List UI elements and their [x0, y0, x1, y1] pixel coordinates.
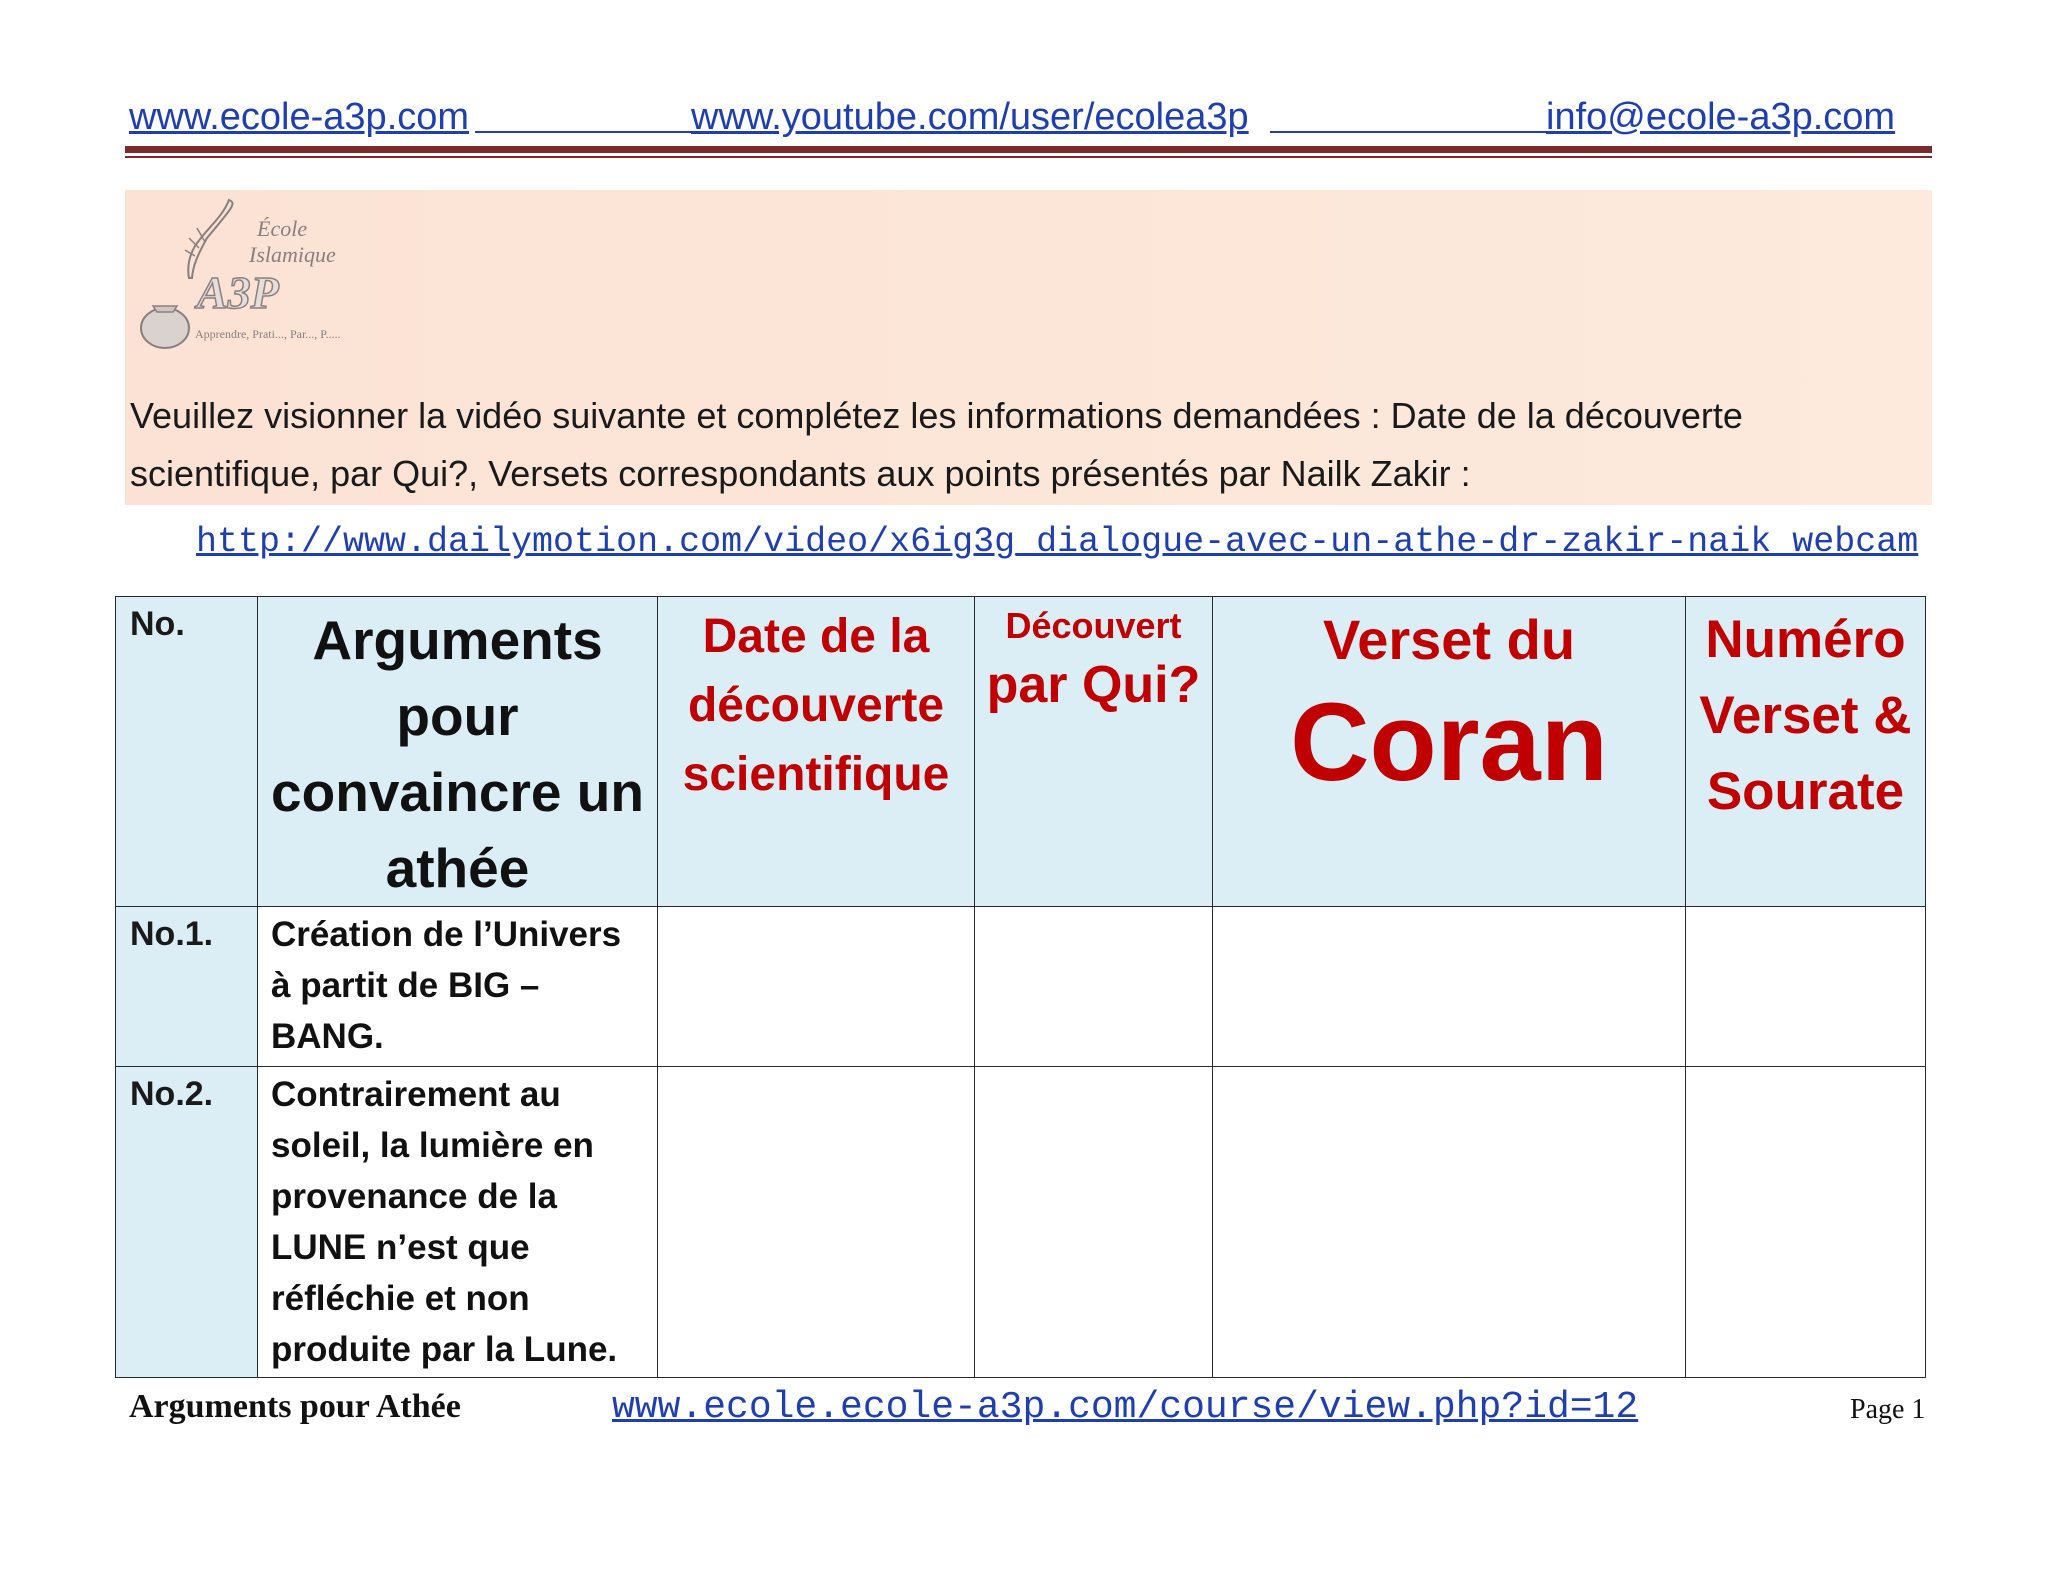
svg-text:Islamique: Islamique [249, 242, 336, 267]
youtube-link[interactable]: www.youtube.com/user/ecolea3p [691, 96, 1249, 138]
argument-cell: Création de l’Univers à partit de BIG – BANG. [258, 907, 658, 1067]
numero-answer-cell[interactable] [1686, 907, 1926, 1067]
svg-text:A3P: A3P [197, 267, 279, 318]
header-date: Date de la découverte scientifique [658, 597, 975, 907]
header-rule [125, 146, 1932, 153]
header-underline [1270, 131, 1546, 133]
svg-text:Apprendre, Prati..., Par..., P: Apprendre, Prati..., Par..., P..... [195, 327, 341, 341]
course-link[interactable]: www.ecole.ecole-a3p.com/course/view.php?id=12 [612, 1386, 1639, 1429]
intro-block [125, 190, 1932, 505]
header-verset: Verset du Coran [1213, 597, 1686, 907]
numero-answer-cell[interactable] [1686, 1067, 1926, 1378]
header-arguments: Arguments pour convaincre un athée [258, 597, 658, 907]
table-row [116, 1067, 1926, 1378]
school-logo [137, 198, 377, 358]
par-qui-answer-cell[interactable] [975, 1067, 1213, 1378]
header-decouvert: Découvert par Qui? [975, 597, 1213, 907]
header-underline [475, 131, 691, 133]
row-number: No.2. [116, 1067, 258, 1378]
table-header-row [116, 597, 1926, 907]
argument-cell: Contrairement au soleil, la lumière en provenance de la LUNE n’est que réfléchie et non produite par la Lune. [258, 1067, 658, 1378]
date-answer-cell[interactable] [658, 1067, 975, 1378]
date-answer-cell[interactable] [658, 907, 975, 1067]
header-numero: Numéro Verset & Sourate [1686, 597, 1926, 907]
row-number: No.1. [116, 907, 258, 1067]
website-link[interactable]: www.ecole-a3p.com [129, 96, 470, 138]
par-qui-answer-cell[interactable] [975, 907, 1213, 1067]
table-row [116, 907, 1926, 1067]
page-number: Page 1 [1850, 1394, 1926, 1425]
verset-answer-cell[interactable] [1213, 907, 1686, 1067]
svg-text:École: École [257, 216, 308, 241]
worksheet-table [115, 596, 1926, 1378]
email-link[interactable]: info@ecole-a3p.com [1546, 96, 1896, 138]
verset-answer-cell[interactable] [1213, 1067, 1686, 1378]
header-no: No. [116, 597, 258, 907]
video-link[interactable]: http://www.dailymotion.com/video/x6ig3g_dialogue-avec-un-athe-dr-zakir-naik_webcam [196, 522, 1919, 562]
intro-instructions: Veuillez visionner la vidéo suivante et complétez les informations demandées : Date de la découverte scientifique, par Qui?, Versets correspondants aux points présentés par Nailk Zakir : [130, 395, 1743, 494]
header-rule-thin [125, 156, 1932, 158]
footer-title: Arguments pour Athée [129, 1388, 461, 1425]
